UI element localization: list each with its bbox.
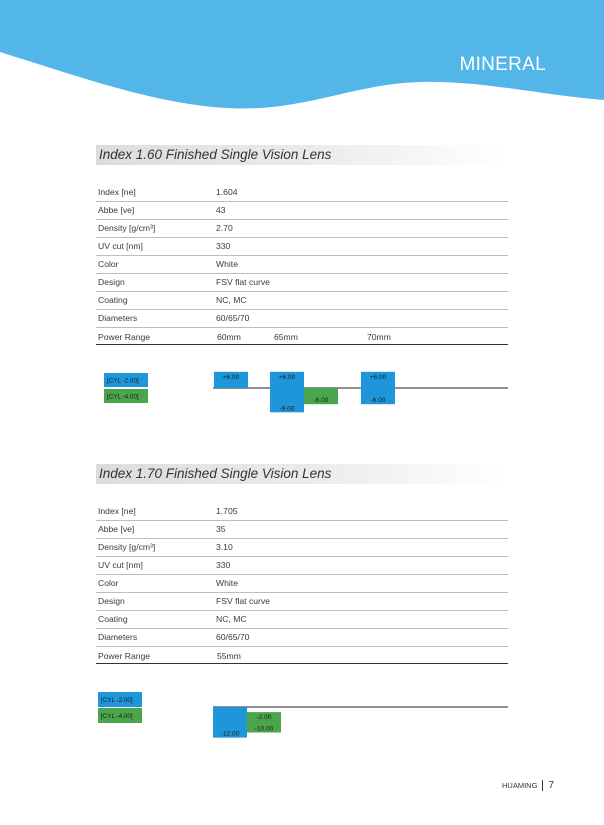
spec-label: Index [ne] (98, 187, 136, 197)
diameter-label: 65mm (274, 332, 298, 342)
spec-label: Coating (98, 614, 128, 624)
legend-label: [CYL -4.00] (101, 712, 133, 720)
bar-top-label: -2.00 (256, 714, 272, 722)
spec-value: 1.705 (216, 506, 238, 516)
spec-value: 35 (216, 524, 226, 534)
spec-label: Diameters (98, 632, 138, 642)
bar-bottom-label: -6.00 (313, 397, 329, 405)
spec-label: Design (98, 277, 125, 287)
footer-divider (542, 780, 543, 791)
bar-bottom-label: -9.00 (279, 405, 295, 413)
spec-label: UV cut [nm] (98, 241, 143, 251)
spec-value: White (216, 259, 238, 269)
category-title: MINERAL (459, 54, 546, 75)
spec-value: White (216, 578, 238, 588)
bar-bottom-label: -6.00 (370, 397, 386, 405)
spec-label: Coating (98, 295, 128, 305)
section-title: Index 1.70 Finished Single Vision Lens (96, 464, 506, 484)
bar-bottom-label: -12.00 (220, 730, 240, 738)
legend-label: [CYL -2.00] (101, 696, 133, 704)
diameter-label: 55mm (217, 651, 241, 661)
spec-label: Diameters (98, 313, 138, 323)
spec-value: 1.604 (216, 187, 238, 197)
footer-brand: HUAMING (502, 781, 538, 790)
spec-value: 43 (216, 205, 226, 215)
legend-label: [CYL -4.00] (107, 393, 139, 401)
spec-label: Density [g/cm³] (98, 542, 156, 552)
diameter-label: 60mm (217, 332, 241, 342)
spec-value: NC, MC (216, 614, 247, 624)
spec-label: Index [ne] (98, 506, 136, 516)
spec-label: Color (98, 259, 119, 269)
spec-label: Color (98, 578, 119, 588)
spec-value: 330 (216, 560, 231, 570)
legend-label: [CYL -2.00] (107, 377, 139, 385)
bar-top-label: +6.00 (278, 373, 296, 381)
bar-bottom-label: -10.00 (254, 725, 274, 733)
page-number: 7 (548, 780, 554, 791)
page-footer (502, 780, 554, 791)
diameter-label: 70mm (367, 332, 391, 342)
power-range-label: Power Range (98, 651, 151, 661)
power-range-label: Power Range (98, 332, 151, 342)
spec-label: Design (98, 596, 125, 606)
section-title: Index 1.60 Finished Single Vision Lens (96, 145, 506, 165)
spec-value: 2.70 (216, 223, 233, 233)
bar-top-label: +6.00 (222, 373, 240, 381)
spec-label: Density [g/cm³] (98, 223, 156, 233)
spec-label: UV cut [nm] (98, 560, 143, 570)
spec-value: FSV flat curve (216, 277, 270, 287)
spec-value: 60/65/70 (216, 313, 250, 323)
spec-value: 330 (216, 241, 231, 251)
spec-value: 60/65/70 (216, 632, 250, 642)
spec-value: NC, MC (216, 295, 247, 305)
spec-label: Abbe [ve] (98, 205, 135, 215)
bar-top-label: +6.00 (369, 373, 387, 381)
spec-value: 3.10 (216, 542, 233, 552)
spec-label: Abbe [ve] (98, 524, 135, 534)
spec-value: FSV flat curve (216, 596, 270, 606)
